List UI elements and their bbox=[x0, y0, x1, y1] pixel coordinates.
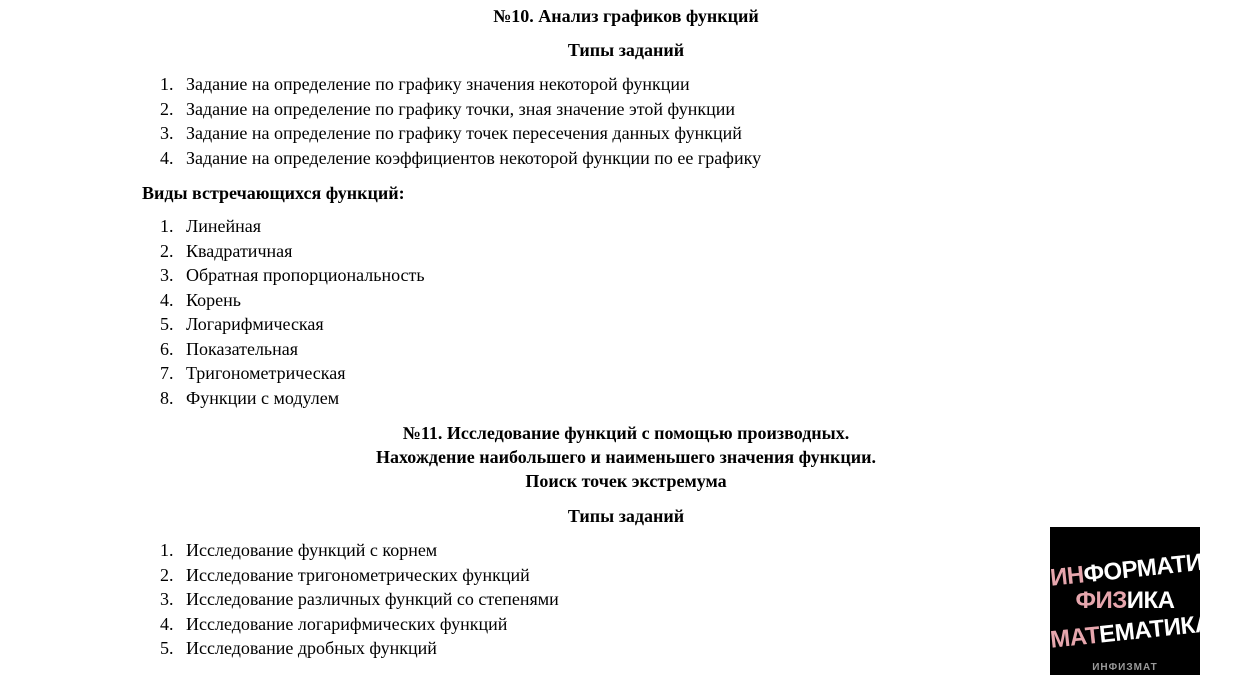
list-number: 7. bbox=[160, 363, 174, 383]
list-item bbox=[160, 214, 425, 239]
list-text: Исследование тригонометрических функций bbox=[186, 564, 530, 585]
function-kinds-title: Виды встречающихся функций: bbox=[142, 183, 405, 203]
list-number: 2. bbox=[160, 564, 174, 585]
logo-line-matematika bbox=[1048, 610, 1213, 655]
list-item bbox=[160, 121, 761, 146]
list-item bbox=[160, 97, 761, 122]
list-item bbox=[160, 72, 761, 97]
infizmat-logo bbox=[1048, 527, 1235, 675]
list-text: Показательная bbox=[186, 338, 299, 359]
list-number: 3. bbox=[160, 589, 174, 609]
list-text: Задание на определение по графику значения некоторой функции bbox=[186, 74, 690, 94]
logo-line-fizika bbox=[1050, 587, 1200, 615]
section10-task-types-title: Типы заданий bbox=[567, 40, 685, 60]
list-item bbox=[160, 538, 559, 563]
list-number: 5. bbox=[160, 638, 174, 658]
list-item bbox=[160, 386, 425, 411]
list-number: 2. bbox=[160, 98, 174, 119]
section11-task-types-title: Типы заданий bbox=[567, 506, 685, 526]
section11-title-line1: №11. Исследование функций с помощью производных. bbox=[402, 423, 850, 443]
section11-title-line2: Нахождение наибольшего и наименьшего значения функции. bbox=[375, 447, 877, 467]
list-item bbox=[160, 288, 425, 313]
list-text: Тригонометрическая bbox=[186, 363, 346, 383]
list-text: Задание на определение по графику точек пересечения данных функций bbox=[186, 123, 742, 143]
logo-text: ФОРМАТИКА bbox=[1082, 545, 1235, 589]
list-number: 5. bbox=[160, 314, 174, 334]
list-text: Корень bbox=[186, 289, 241, 310]
section10-task-list bbox=[160, 72, 761, 170]
list-number: 3. bbox=[160, 265, 174, 285]
list-item bbox=[160, 263, 425, 288]
logo-highlight: МАТ bbox=[1048, 621, 1101, 654]
logo-text: ИКА bbox=[1126, 587, 1175, 614]
list-text: Исследование функций с корнем bbox=[186, 540, 438, 560]
list-number: 4. bbox=[160, 147, 174, 168]
list-item bbox=[160, 146, 761, 171]
section11-title-line3: Поиск точек экстремума bbox=[525, 471, 727, 491]
list-text: Линейная bbox=[186, 216, 261, 236]
list-text: Исследование различных функций со степенями bbox=[186, 589, 559, 609]
list-item bbox=[160, 587, 559, 612]
logo-text: ЕМАТИКА bbox=[1097, 610, 1213, 649]
list-item bbox=[160, 312, 425, 337]
list-number: 8. bbox=[160, 387, 174, 408]
list-number: 1. bbox=[160, 216, 174, 236]
logo-footer: ИНФИЗМАТ bbox=[1092, 662, 1158, 673]
list-item bbox=[160, 563, 559, 588]
section10-title: №10. Анализ графиков функций bbox=[493, 6, 759, 26]
logo-highlight: ИН bbox=[1048, 561, 1086, 592]
list-text: Задание на определение по графику точки, зная значение этой функции bbox=[186, 98, 735, 119]
list-text: Обратная пропорциональность bbox=[186, 265, 425, 285]
list-item bbox=[160, 239, 425, 264]
list-text: Квадратичная bbox=[186, 240, 293, 261]
logo-highlight: ФИЗ bbox=[1075, 587, 1127, 614]
section11-task-list bbox=[160, 538, 559, 661]
list-number: 4. bbox=[160, 613, 174, 634]
list-item bbox=[160, 361, 425, 386]
list-number: 4. bbox=[160, 289, 174, 310]
list-text: Логарифмическая bbox=[186, 314, 324, 334]
list-number: 2. bbox=[160, 240, 174, 261]
list-item bbox=[160, 337, 425, 362]
list-text: Задание на определение коэффициентов некоторой функции по ее графику bbox=[186, 147, 762, 168]
list-text: Функции с модулем bbox=[186, 387, 340, 408]
list-number: 1. bbox=[160, 74, 174, 94]
list-item bbox=[160, 636, 559, 661]
list-number: 3. bbox=[160, 123, 174, 143]
list-text: Исследование логарифмических функций bbox=[186, 613, 508, 634]
list-number: 1. bbox=[160, 540, 174, 560]
list-text: Исследование дробных функций bbox=[186, 638, 437, 658]
function-kinds-list bbox=[160, 214, 425, 410]
list-number: 6. bbox=[160, 338, 174, 359]
list-item bbox=[160, 612, 559, 637]
